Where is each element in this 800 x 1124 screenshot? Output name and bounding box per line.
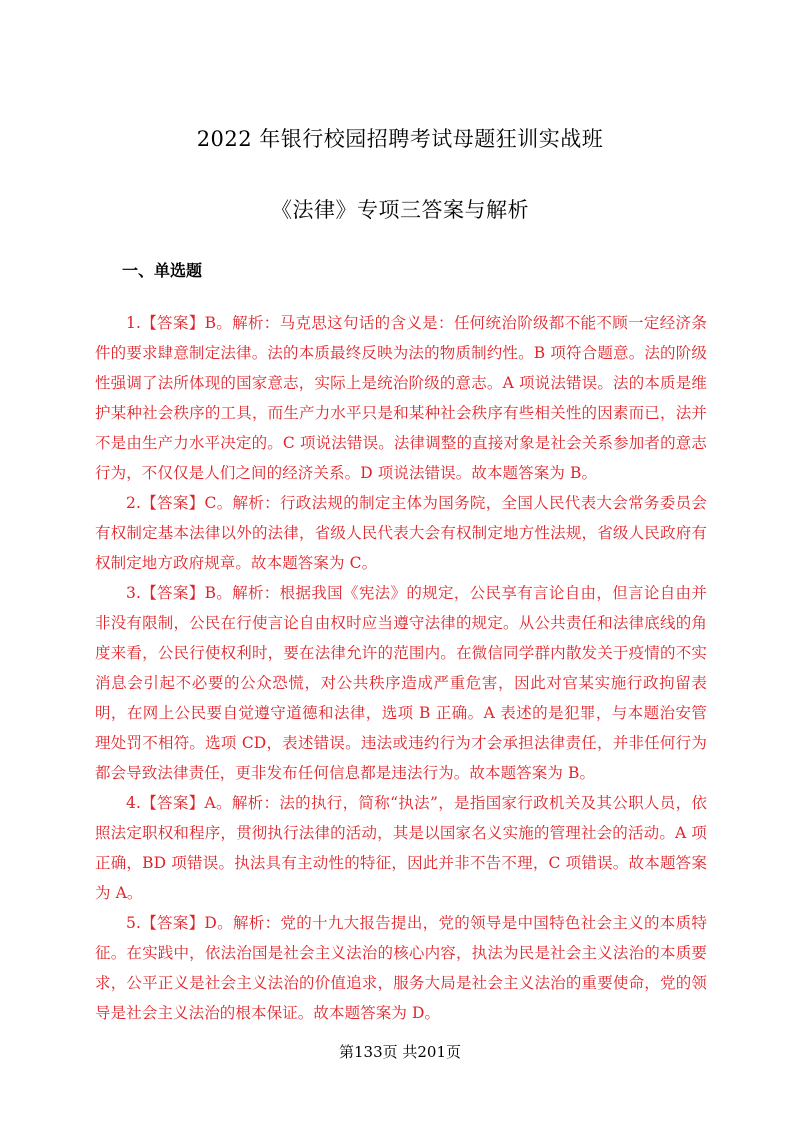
document-title: 2022 年银行校园招聘考试母题狂训实战班 xyxy=(196,127,604,151)
section-heading: 一、单选题 xyxy=(122,261,203,280)
document-subtitle: 《法律》专项三答案与解析 xyxy=(271,198,529,222)
answer-paragraph-3: 3.【答案】B。解析：根据我国《宪法》的规定，公民享有言论自由，但言论自由并非没有限制，公民在行使言论自由权时应当遵守法律的规定。从公共责任和法律底线的角度来看，公民行使权利时，要在法律允许的范围内。在微信同学群内散发关于疫情的不实消息会引起不必要的公众恐慌，对公共秩序造成严重危害，因此对官某实施行政拘留表明，在网上公民要自觉遵守道德和法律，选项 B 正确。A 表述的是犯罪，与本题治安管理处罚不相符。选项 CD，表述错误。违法或违约行为才会承担法律责任，并非任何行为都会导致法律责任，更非发布任何信息都是违法行为。故本题答案为 B。 xyxy=(95,584,707,782)
answer-paragraph-1: 1.【答案】B。解析：马克思这句话的含义是：任何统治阶级都不能不顾一定经济条件的要求肆意制定法律。法的本质最终反映为法的物质制约性。B 项符合题意。法的阶级性强调了法所体现的国家意志，实际上是统治阶级的意志。A 项说法错误。法的本质是维护某种社会秩序的工具，而生产力水平只是和某种社会秩序有些相关性的因素而已，法并不是由生产力水平决定的。C 项说法错误。法律调整的直接对象是社会关系参加者的意志行为，不仅仅是人们之间的经济关系。D 项说法错误。故本题答案为 B。 xyxy=(95,314,707,482)
answer-paragraph-2: 2.【答案】C。解析：行政法规的制定主体为国务院，全国人民代表大会常务委员会有权制定基本法律以外的法律，省级人民代表大会有权制定地方性法规，省级人民政府有权制定地方政府规章。故本题答案为 C。 xyxy=(95,494,707,572)
answer-paragraph-4: 4.【答案】A。解析：法的执行，简称“执法”，是指国家行政机关及其公职人员，依照法定职权和程序，贯彻执行法律的活动，其是以国家名义实施的管理社会的活动。A 项正确，BD 项错误。执法具有主动性的特征，因此并非不告不理，C 项错误。故本题答案为 A。 xyxy=(95,794,707,902)
answer-paragraph-5: 5.【答案】D。解析：党的十九大报告提出，党的领导是中国特色社会主义的本质特征。在实践中，依法治国是社会主义法治的核心内容，执法为民是社会主义法治的本质要求，公平正义是社会主义法治的价值追求，服务大局是社会主义法治的重要使命，党的领导是社会主义法治的根本保证。故本题答案为 D。 xyxy=(95,914,707,1022)
page-number-footer: 第133页 共201页 xyxy=(338,1043,462,1061)
answer-list xyxy=(95,308,707,1028)
